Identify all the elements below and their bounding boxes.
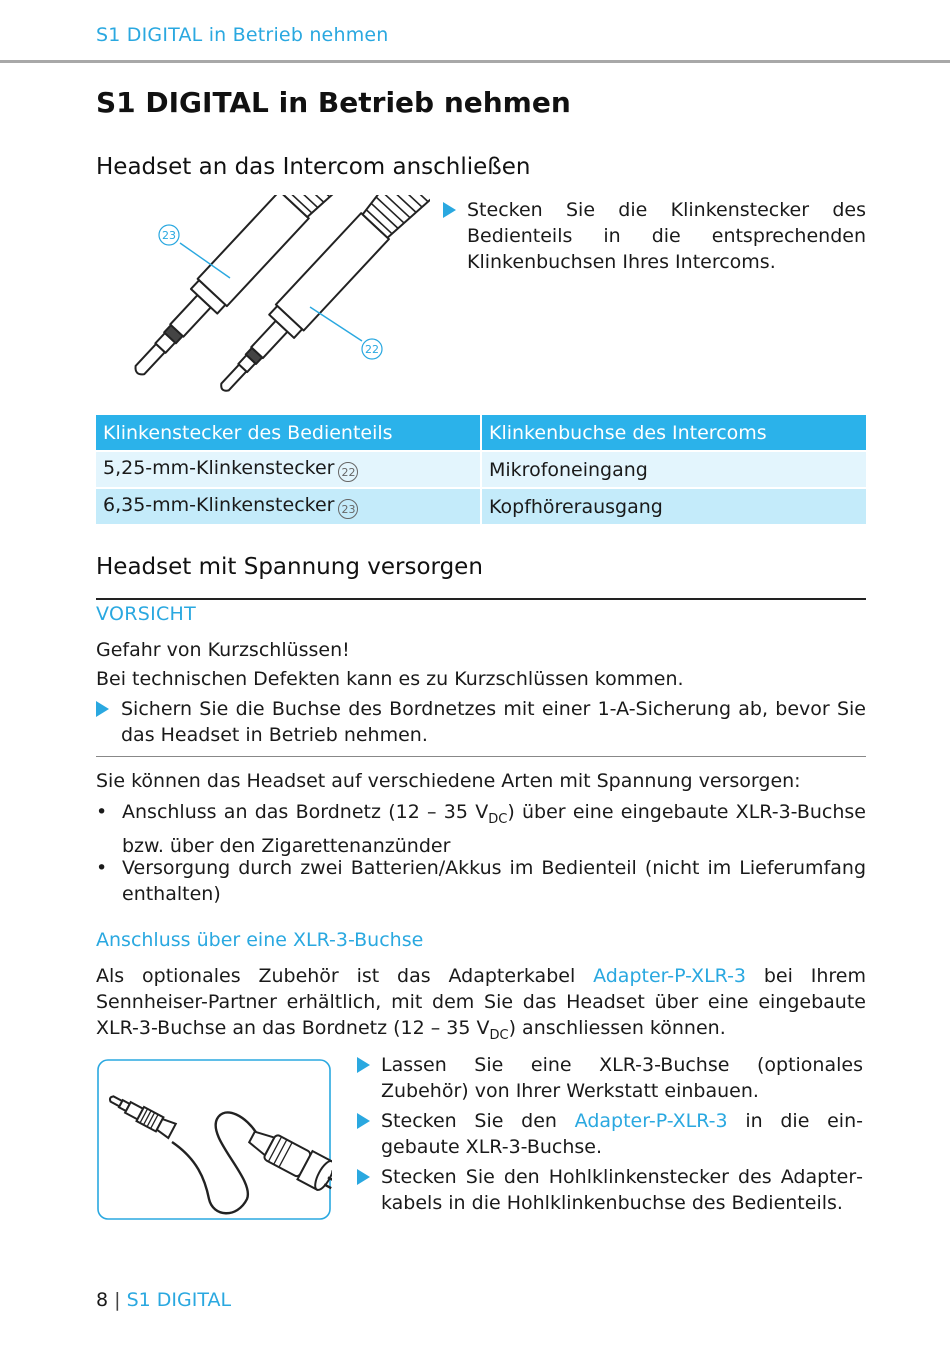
- svg-text:22: 22: [365, 343, 379, 356]
- caution-label: VORSICHT: [96, 603, 197, 625]
- plug-cell: 6,35-mm-Klinkenstecker: [103, 493, 335, 516]
- arrow-icon: [357, 1169, 370, 1185]
- list-item: • Anschluss an das Bordnetz (12 – 35 $V_{DC}$) über eine eingebaute XLR-3-Buchse bzw. über den Zigarettenanzünder: [96, 801, 866, 857]
- adapter-link[interactable]: Adapter-P-XLR-3: [593, 965, 747, 987]
- adapter-link[interactable]: Adapter-P-XLR-3: [574, 1110, 728, 1132]
- subheading-xlr: Anschluss über eine XLR-3-Buchse: [96, 929, 424, 951]
- arrow-icon: [96, 701, 109, 717]
- socket-cell: Mikrofoneingang: [481, 451, 866, 488]
- list-item: • Versorgung durch zwei Batterien/Akkus im Bedienteil (nicht im Lieferumfang enthalten): [96, 857, 866, 905]
- table-row: [96, 451, 866, 488]
- section-heading-connect: Headset an das Intercom anschließen: [96, 154, 531, 180]
- caution-bottom-rule: [96, 756, 866, 757]
- running-head: S1 DIGITAL in Betrieb nehmen: [96, 24, 389, 46]
- header-rule: [0, 60, 950, 63]
- callout-22: 22: [338, 462, 358, 482]
- bullet-icon: •: [96, 857, 108, 879]
- arrow-icon: [357, 1113, 370, 1129]
- step-install-socket: Lassen Sie eine XLR-3-Buchse (optionales Zubehör) von Ihrer Werkstatt einbauen.: [357, 1052, 863, 1104]
- plug-cell: 5,25-mm-Klinkenstecker: [103, 456, 335, 479]
- bullet-icon: •: [96, 801, 108, 823]
- page-title: S1 DIGITAL in Betrieb nehmen: [96, 86, 571, 119]
- table-header: Klinkenbuchse des Intercoms: [481, 415, 866, 451]
- step-plug-barrel: Stecken Sie den Hohlklinkenstecker des Adapterkabels in die Hohlklinkenbuchse des Bedienteils.: [357, 1164, 863, 1216]
- arrow-icon: [357, 1057, 370, 1073]
- page-number: 8: [96, 1289, 109, 1311]
- power-intro: Sie können das Headset auf verschiedene Arten mit Spannung versorgen:: [96, 770, 801, 792]
- footer: [96, 1289, 231, 1311]
- caution-text: Bei technischen Defekten kann es zu Kurzschlüssen kommen.: [96, 668, 684, 690]
- jack-plugs-illustration: [100, 195, 430, 405]
- caution-title: Gefahr von Kurzschlüssen!: [96, 639, 350, 661]
- svg-text:23: 23: [162, 229, 176, 242]
- step-plug-adapter: Stecken Sie den Adapter-P-XLR-3 in die eingebaute XLR-3-Buchse.: [357, 1108, 863, 1160]
- step-connect-plugs: Stecken Sie die Klinkenstecker des Bedienteils in die entsprechenden Klinkenbuchsen Ihres Intercoms.: [443, 197, 866, 275]
- table-header-row: [96, 415, 866, 451]
- table-row: [96, 488, 866, 524]
- adapter-paragraph: Als optionales Zubehör ist das Adapterkabel Adapter-P-XLR-3 bei Ihrem Sennheiser-Partner erhältlich, mit dem Sie das Headset über eine eingebaute XLR-3-Buchse an das Bordnetz (12 – 35 $V_{DC}$) anschliessen können.: [96, 965, 866, 1043]
- socket-cell: Kopfhörerausgang: [481, 488, 866, 524]
- caution-top-rule: [96, 598, 866, 600]
- adapter-cable-illustration: [97, 1059, 332, 1221]
- arrow-icon: [443, 202, 456, 218]
- footer-product: S1 DIGITAL: [126, 1289, 232, 1311]
- table-header: Klinkenstecker des Bedienteils: [96, 415, 481, 451]
- callout-23: 23: [338, 499, 358, 519]
- caution-step: Sichern Sie die Buchse des Bordnetzes mit einer 1-A-Sicherung ab, bevor Sie das Headset in Betrieb nehmen.: [96, 696, 866, 748]
- footer-separator: |: [114, 1289, 121, 1311]
- connection-table: [96, 415, 866, 524]
- section-heading-power: Headset mit Spannung versorgen: [96, 554, 483, 580]
